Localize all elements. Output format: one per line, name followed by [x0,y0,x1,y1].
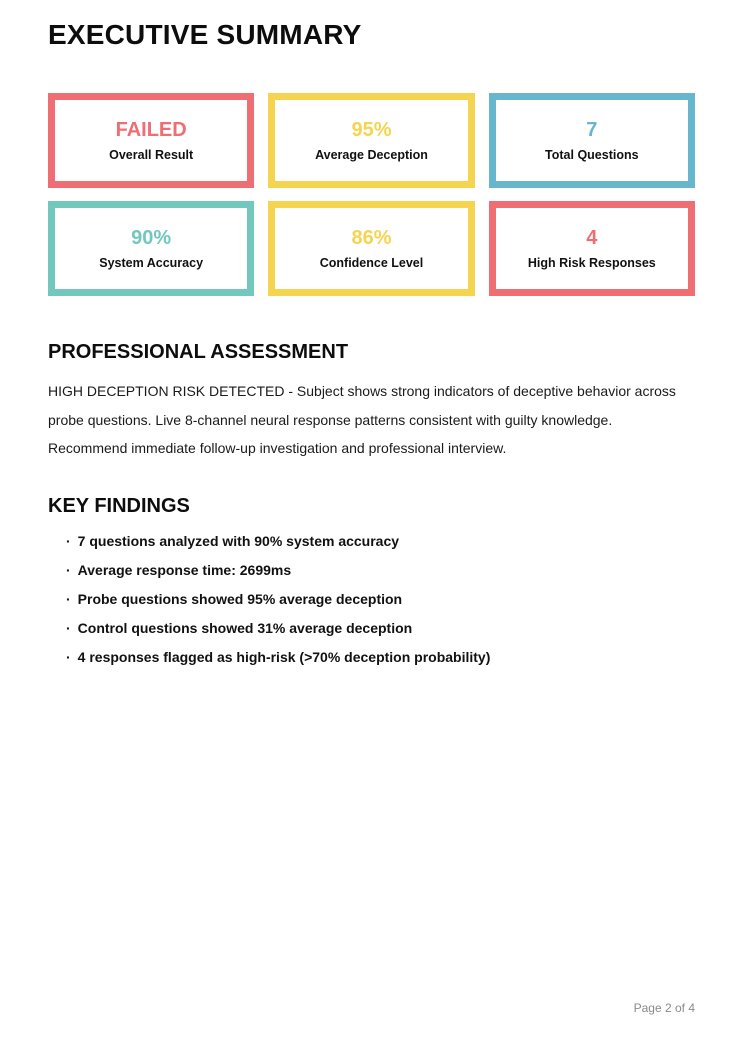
stat-label: High Risk Responses [527,255,656,270]
stat-label: System Accuracy [99,255,204,270]
bullet-icon: · [66,561,71,578]
finding-item [66,556,695,585]
page-title: EXECUTIVE SUMMARY [48,19,362,50]
stat-value: 7 [586,118,598,141]
stat-label: Confidence Level [319,255,424,270]
finding-item [66,527,695,556]
stat-card-total-questions [489,93,695,188]
stat-value: FAILED [115,118,187,141]
findings-list [48,527,695,672]
stat-card-high-risk-responses [489,201,695,296]
stat-value: 4 [586,226,598,249]
findings-heading: KEY FINDINGS [48,494,190,517]
bullet-icon: · [66,590,71,607]
summary-cards-grid [48,93,695,296]
finding-item [66,585,695,614]
stat-value: 86% [351,226,392,249]
stat-card-confidence-level [268,201,474,296]
finding-item [66,614,695,643]
stat-card-system-accuracy [48,201,254,296]
finding-item [66,643,695,672]
bullet-icon: · [66,648,71,665]
assessment-heading: PROFESSIONAL ASSESSMENT [48,341,349,363]
bullet-icon: · [66,619,71,636]
finding-text: 7 questions analyzed with 90% system accuracy [77,532,400,549]
page-number: Page 2 of 4 [633,1001,695,1015]
stat-value: 90% [131,226,172,249]
stat-card-overall-result [48,93,254,188]
stat-label: Total Questions [545,147,639,162]
stat-value: 95% [351,118,392,141]
stat-card-average-deception [268,93,474,188]
finding-text: Average response time: 2699ms [77,561,292,578]
assessment-body-text: HIGH DECEPTION RISK DETECTED - Subject shows strong indicators of deceptive behavior across probe questions. Live 8-channel neural response patterns consistent with guilty knowledge. Recommend immediate follow-up investigation and professional interview. [48,383,676,456]
finding-text: Probe questions showed 95% average deception [77,590,403,607]
finding-text: 4 responses flagged as high-risk (>70% deception probability) [77,648,491,665]
finding-text: Control questions showed 31% average deception [77,619,413,636]
stat-label: Overall Result [109,147,194,162]
bullet-icon: · [66,532,71,549]
stat-label: Average Deception [315,147,428,162]
